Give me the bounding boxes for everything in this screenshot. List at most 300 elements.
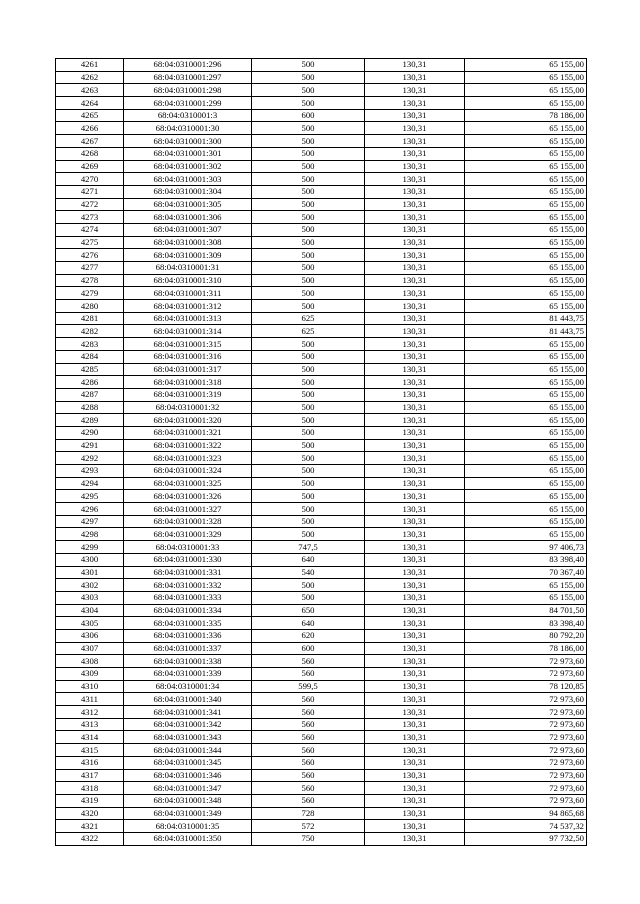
area-cell: 750: [252, 832, 365, 845]
row-number-cell: 4284: [56, 350, 124, 363]
row-number-cell: 4286: [56, 376, 124, 389]
row-number-cell: 4300: [56, 553, 124, 566]
table-row: [56, 490, 587, 503]
area-cell: 599,5: [252, 680, 365, 693]
table-row: [56, 376, 587, 389]
value-cell: 65 155,00: [465, 388, 587, 401]
cadastral-number-cell: 68:04:0310001:312: [124, 300, 252, 313]
area-cell: 500: [252, 503, 365, 516]
area-cell: 500: [252, 528, 365, 541]
row-number-cell: 4261: [56, 59, 124, 72]
rate-cell: 130,31: [365, 642, 465, 655]
cadastral-number-cell: 68:04:0310001:315: [124, 338, 252, 351]
rate-cell: 130,31: [365, 515, 465, 528]
cadastral-number-cell: 68:04:0310001:316: [124, 350, 252, 363]
area-cell: 500: [252, 236, 365, 249]
table-row: [56, 528, 587, 541]
area-cell: 500: [252, 160, 365, 173]
value-cell: 72 973,60: [465, 706, 587, 719]
value-cell: 65 155,00: [465, 122, 587, 135]
cadastral-number-cell: 68:04:0310001:328: [124, 515, 252, 528]
cadastral-number-cell: 68:04:0310001:330: [124, 553, 252, 566]
table-row: [56, 503, 587, 516]
value-cell: 65 155,00: [465, 490, 587, 503]
area-cell: 500: [252, 376, 365, 389]
rate-cell: 130,31: [365, 236, 465, 249]
value-cell: 84 701,50: [465, 604, 587, 617]
rate-cell: 130,31: [365, 439, 465, 452]
rate-cell: 130,31: [365, 579, 465, 592]
table-row: [56, 693, 587, 706]
row-number-cell: 4276: [56, 249, 124, 262]
area-cell: 640: [252, 553, 365, 566]
value-cell: 65 155,00: [465, 97, 587, 110]
row-number-cell: 4270: [56, 173, 124, 186]
cadastral-number-cell: 68:04:0310001:348: [124, 794, 252, 807]
row-number-cell: 4281: [56, 312, 124, 325]
table-row: [56, 769, 587, 782]
rate-cell: 130,31: [365, 363, 465, 376]
area-cell: 500: [252, 274, 365, 287]
area-cell: 560: [252, 731, 365, 744]
row-number-cell: 4318: [56, 782, 124, 795]
area-cell: 500: [252, 426, 365, 439]
value-cell: 65 155,00: [465, 185, 587, 198]
table-row: [56, 414, 587, 427]
value-cell: 65 155,00: [465, 249, 587, 262]
cadastral-number-cell: 68:04:0310001:321: [124, 426, 252, 439]
cadastral-number-cell: 68:04:0310001:344: [124, 744, 252, 757]
cadastral-number-cell: 68:04:0310001:301: [124, 147, 252, 160]
area-cell: 560: [252, 693, 365, 706]
area-cell: 500: [252, 135, 365, 148]
cadastral-number-cell: 68:04:0310001:307: [124, 223, 252, 236]
cadastral-number-cell: 68:04:0310001:338: [124, 655, 252, 668]
rate-cell: 130,31: [365, 274, 465, 287]
table-row: [56, 642, 587, 655]
area-cell: 640: [252, 617, 365, 630]
value-cell: 65 155,00: [465, 262, 587, 275]
area-cell: 620: [252, 629, 365, 642]
cadastral-number-cell: 68:04:0310001:326: [124, 490, 252, 503]
cadastral-number-cell: 68:04:0310001:314: [124, 325, 252, 338]
table-row: [56, 300, 587, 313]
cadastral-number-cell: 68:04:0310001:317: [124, 363, 252, 376]
cadastral-number-cell: 68:04:0310001:35: [124, 820, 252, 833]
rate-cell: 130,31: [365, 262, 465, 275]
rate-cell: 130,31: [365, 426, 465, 439]
value-cell: 83 398,40: [465, 617, 587, 630]
rate-cell: 130,31: [365, 629, 465, 642]
row-number-cell: 4319: [56, 794, 124, 807]
rate-cell: 130,31: [365, 287, 465, 300]
rate-cell: 130,31: [365, 249, 465, 262]
value-cell: 65 155,00: [465, 452, 587, 465]
area-cell: 500: [252, 338, 365, 351]
cadastral-number-cell: 68:04:0310001:333: [124, 591, 252, 604]
cadastral-number-cell: 68:04:0310001:350: [124, 832, 252, 845]
rate-cell: 130,31: [365, 109, 465, 122]
table-row: [56, 262, 587, 275]
value-cell: 65 155,00: [465, 350, 587, 363]
row-number-cell: 4317: [56, 769, 124, 782]
row-number-cell: 4322: [56, 832, 124, 845]
cadastral-number-cell: 68:04:0310001:349: [124, 807, 252, 820]
table-row: [56, 71, 587, 84]
value-cell: 72 973,60: [465, 769, 587, 782]
table-row: [56, 135, 587, 148]
value-cell: 65 155,00: [465, 414, 587, 427]
table-row: [56, 782, 587, 795]
cadastral-number-cell: 68:04:0310001:313: [124, 312, 252, 325]
table-row: [56, 832, 587, 845]
rate-cell: 130,31: [365, 465, 465, 478]
table-row: [56, 617, 587, 630]
row-number-cell: 4306: [56, 629, 124, 642]
cadastral-number-cell: 68:04:0310001:335: [124, 617, 252, 630]
cadastral-number-cell: 68:04:0310001:329: [124, 528, 252, 541]
rate-cell: 130,31: [365, 744, 465, 757]
table-row: [56, 97, 587, 110]
rate-cell: 130,31: [365, 312, 465, 325]
area-cell: 500: [252, 363, 365, 376]
area-cell: 500: [252, 465, 365, 478]
area-cell: 600: [252, 109, 365, 122]
cadastral-number-cell: 68:04:0310001:323: [124, 452, 252, 465]
cadastral-number-cell: 68:04:0310001:320: [124, 414, 252, 427]
table-row: [56, 566, 587, 579]
value-cell: 72 973,60: [465, 744, 587, 757]
area-cell: 500: [252, 401, 365, 414]
row-number-cell: 4285: [56, 363, 124, 376]
value-cell: 65 155,00: [465, 274, 587, 287]
table-row: [56, 109, 587, 122]
row-number-cell: 4307: [56, 642, 124, 655]
table-row: [56, 426, 587, 439]
value-cell: 65 155,00: [465, 198, 587, 211]
cadastral-number-cell: 68:04:0310001:325: [124, 477, 252, 490]
area-cell: 500: [252, 249, 365, 262]
table-row: [56, 718, 587, 731]
rate-cell: 130,31: [365, 794, 465, 807]
area-cell: 500: [252, 262, 365, 275]
row-number-cell: 4266: [56, 122, 124, 135]
value-cell: 65 155,00: [465, 147, 587, 160]
cadastral-number-cell: 68:04:0310001:339: [124, 668, 252, 681]
cadastral-number-cell: 68:04:0310001:327: [124, 503, 252, 516]
rate-cell: 130,31: [365, 300, 465, 313]
table-row: [56, 591, 587, 604]
cadastral-number-cell: 68:04:0310001:310: [124, 274, 252, 287]
row-number-cell: 4320: [56, 807, 124, 820]
row-number-cell: 4290: [56, 426, 124, 439]
table-row: [56, 655, 587, 668]
table-row: [56, 706, 587, 719]
row-number-cell: 4299: [56, 541, 124, 554]
rate-cell: 130,31: [365, 160, 465, 173]
area-cell: 500: [252, 490, 365, 503]
table-row: [56, 668, 587, 681]
row-number-cell: 4298: [56, 528, 124, 541]
table-row: [56, 160, 587, 173]
row-number-cell: 4263: [56, 84, 124, 97]
value-cell: 78 186,00: [465, 642, 587, 655]
area-cell: 500: [252, 59, 365, 72]
value-cell: 97 406,73: [465, 541, 587, 554]
rate-cell: 130,31: [365, 668, 465, 681]
table-row: [56, 452, 587, 465]
value-cell: 72 973,60: [465, 782, 587, 795]
rate-cell: 130,31: [365, 97, 465, 110]
area-cell: 650: [252, 604, 365, 617]
table-row: [56, 325, 587, 338]
rate-cell: 130,31: [365, 782, 465, 795]
value-cell: 83 398,40: [465, 553, 587, 566]
area-cell: 500: [252, 173, 365, 186]
value-cell: 78 120,85: [465, 680, 587, 693]
table-row: [56, 579, 587, 592]
rate-cell: 130,31: [365, 198, 465, 211]
cadastral-number-cell: 68:04:0310001:346: [124, 769, 252, 782]
cadastral-number-cell: 68:04:0310001:300: [124, 135, 252, 148]
cadastral-number-cell: 68:04:0310001:341: [124, 706, 252, 719]
rate-cell: 130,31: [365, 338, 465, 351]
table-row: [56, 198, 587, 211]
rate-cell: 130,31: [365, 807, 465, 820]
row-number-cell: 4312: [56, 706, 124, 719]
row-number-cell: 4297: [56, 515, 124, 528]
row-number-cell: 4267: [56, 135, 124, 148]
row-number-cell: 4309: [56, 668, 124, 681]
rate-cell: 130,31: [365, 731, 465, 744]
area-cell: 560: [252, 668, 365, 681]
value-cell: 65 155,00: [465, 465, 587, 478]
value-cell: 65 155,00: [465, 439, 587, 452]
row-number-cell: 4316: [56, 756, 124, 769]
area-cell: 500: [252, 185, 365, 198]
rate-cell: 130,31: [365, 173, 465, 186]
cadastral-number-cell: 68:04:0310001:302: [124, 160, 252, 173]
table-row: [56, 820, 587, 833]
table-row: [56, 731, 587, 744]
row-number-cell: 4269: [56, 160, 124, 173]
area-cell: 500: [252, 198, 365, 211]
table-row: [56, 185, 587, 198]
row-number-cell: 4314: [56, 731, 124, 744]
table-row: [56, 465, 587, 478]
area-cell: 560: [252, 744, 365, 757]
row-number-cell: 4321: [56, 820, 124, 833]
row-number-cell: 4279: [56, 287, 124, 300]
value-cell: 72 973,60: [465, 718, 587, 731]
table-row: [56, 173, 587, 186]
cadastral-number-cell: 68:04:0310001:319: [124, 388, 252, 401]
value-cell: 72 973,60: [465, 668, 587, 681]
value-cell: 94 865,68: [465, 807, 587, 820]
row-number-cell: 4293: [56, 465, 124, 478]
cadastral-number-cell: 68:04:0310001:304: [124, 185, 252, 198]
value-cell: 65 155,00: [465, 300, 587, 313]
value-cell: 65 155,00: [465, 515, 587, 528]
value-cell: 65 155,00: [465, 363, 587, 376]
table-row: [56, 287, 587, 300]
row-number-cell: 4271: [56, 185, 124, 198]
row-number-cell: 4277: [56, 262, 124, 275]
area-cell: 572: [252, 820, 365, 833]
area-cell: 500: [252, 71, 365, 84]
rate-cell: 130,31: [365, 376, 465, 389]
area-cell: 560: [252, 794, 365, 807]
row-number-cell: 4264: [56, 97, 124, 110]
table-row: [56, 680, 587, 693]
rate-cell: 130,31: [365, 820, 465, 833]
value-cell: 72 973,60: [465, 731, 587, 744]
area-cell: 540: [252, 566, 365, 579]
cadastral-number-cell: 68:04:0310001:3: [124, 109, 252, 122]
rate-cell: 130,31: [365, 350, 465, 363]
table-row: [56, 388, 587, 401]
value-cell: 65 155,00: [465, 579, 587, 592]
area-cell: 500: [252, 579, 365, 592]
value-cell: 65 155,00: [465, 160, 587, 173]
row-number-cell: 4301: [56, 566, 124, 579]
value-cell: 72 973,60: [465, 756, 587, 769]
row-number-cell: 4305: [56, 617, 124, 630]
cadastral-number-cell: 68:04:0310001:318: [124, 376, 252, 389]
area-cell: 560: [252, 756, 365, 769]
row-number-cell: 4315: [56, 744, 124, 757]
cadastral-number-cell: 68:04:0310001:337: [124, 642, 252, 655]
cadastral-number-cell: 68:04:0310001:297: [124, 71, 252, 84]
table-row: [56, 147, 587, 160]
cadastral-number-cell: 68:04:0310001:33: [124, 541, 252, 554]
value-cell: 65 155,00: [465, 376, 587, 389]
row-number-cell: 4274: [56, 223, 124, 236]
rate-cell: 130,31: [365, 541, 465, 554]
value-cell: 65 155,00: [465, 287, 587, 300]
area-cell: 500: [252, 452, 365, 465]
table-row: [56, 807, 587, 820]
rate-cell: 130,31: [365, 185, 465, 198]
area-cell: 500: [252, 84, 365, 97]
area-cell: 500: [252, 147, 365, 160]
table-body: [56, 59, 587, 846]
row-number-cell: 4313: [56, 718, 124, 731]
value-cell: 72 973,60: [465, 693, 587, 706]
cadastral-number-cell: 68:04:0310001:336: [124, 629, 252, 642]
rate-cell: 130,31: [365, 680, 465, 693]
table-row: [56, 553, 587, 566]
area-cell: 560: [252, 782, 365, 795]
rate-cell: 130,31: [365, 325, 465, 338]
area-cell: 560: [252, 718, 365, 731]
table-row: [56, 629, 587, 642]
rate-cell: 130,31: [365, 604, 465, 617]
value-cell: 81 443,75: [465, 312, 587, 325]
rate-cell: 130,31: [365, 223, 465, 236]
table-row: [56, 236, 587, 249]
rate-cell: 130,31: [365, 756, 465, 769]
rate-cell: 130,31: [365, 388, 465, 401]
cadastral-number-cell: 68:04:0310001:324: [124, 465, 252, 478]
value-cell: 65 155,00: [465, 426, 587, 439]
cadastral-number-cell: 68:04:0310001:343: [124, 731, 252, 744]
table-row: [56, 122, 587, 135]
row-number-cell: 4282: [56, 325, 124, 338]
area-cell: 500: [252, 388, 365, 401]
value-cell: 70 367,40: [465, 566, 587, 579]
rate-cell: 130,31: [365, 401, 465, 414]
cadastral-number-cell: 68:04:0310001:299: [124, 97, 252, 110]
cadastral-number-cell: 68:04:0310001:34: [124, 680, 252, 693]
cadastral-number-cell: 68:04:0310001:340: [124, 693, 252, 706]
table-row: [56, 223, 587, 236]
area-cell: 500: [252, 211, 365, 224]
table-row: [56, 211, 587, 224]
value-cell: 65 155,00: [465, 173, 587, 186]
rate-cell: 130,31: [365, 706, 465, 719]
area-cell: 500: [252, 414, 365, 427]
row-number-cell: 4268: [56, 147, 124, 160]
rate-cell: 130,31: [365, 490, 465, 503]
value-cell: 65 155,00: [465, 338, 587, 351]
row-number-cell: 4291: [56, 439, 124, 452]
cadastral-number-cell: 68:04:0310001:31: [124, 262, 252, 275]
value-cell: 65 155,00: [465, 236, 587, 249]
table-row: [56, 350, 587, 363]
cadastral-number-cell: 68:04:0310001:306: [124, 211, 252, 224]
row-number-cell: 4265: [56, 109, 124, 122]
rate-cell: 130,31: [365, 503, 465, 516]
row-number-cell: 4294: [56, 477, 124, 490]
table-row: [56, 249, 587, 262]
parcel-table: [55, 58, 587, 846]
area-cell: 500: [252, 223, 365, 236]
area-cell: 600: [252, 642, 365, 655]
value-cell: 65 155,00: [465, 503, 587, 516]
cadastral-number-cell: 68:04:0310001:311: [124, 287, 252, 300]
row-number-cell: 4292: [56, 452, 124, 465]
table-row: [56, 541, 587, 554]
row-number-cell: 4278: [56, 274, 124, 287]
value-cell: 72 973,60: [465, 794, 587, 807]
area-cell: 500: [252, 515, 365, 528]
rate-cell: 130,31: [365, 135, 465, 148]
row-number-cell: 4262: [56, 71, 124, 84]
value-cell: 65 155,00: [465, 84, 587, 97]
area-cell: 560: [252, 769, 365, 782]
cadastral-number-cell: 68:04:0310001:342: [124, 718, 252, 731]
table-row: [56, 756, 587, 769]
rate-cell: 130,31: [365, 84, 465, 97]
cadastral-number-cell: 68:04:0310001:298: [124, 84, 252, 97]
row-number-cell: 4295: [56, 490, 124, 503]
table-row: [56, 794, 587, 807]
cadastral-number-cell: 68:04:0310001:305: [124, 198, 252, 211]
value-cell: 65 155,00: [465, 223, 587, 236]
rate-cell: 130,31: [365, 71, 465, 84]
value-cell: 80 792,20: [465, 629, 587, 642]
area-cell: 500: [252, 350, 365, 363]
cadastral-number-cell: 68:04:0310001:308: [124, 236, 252, 249]
table-row: [56, 401, 587, 414]
rate-cell: 130,31: [365, 452, 465, 465]
cadastral-number-cell: 68:04:0310001:347: [124, 782, 252, 795]
area-cell: 500: [252, 287, 365, 300]
table-row: [56, 274, 587, 287]
area-cell: 500: [252, 477, 365, 490]
value-cell: 74 537,32: [465, 820, 587, 833]
